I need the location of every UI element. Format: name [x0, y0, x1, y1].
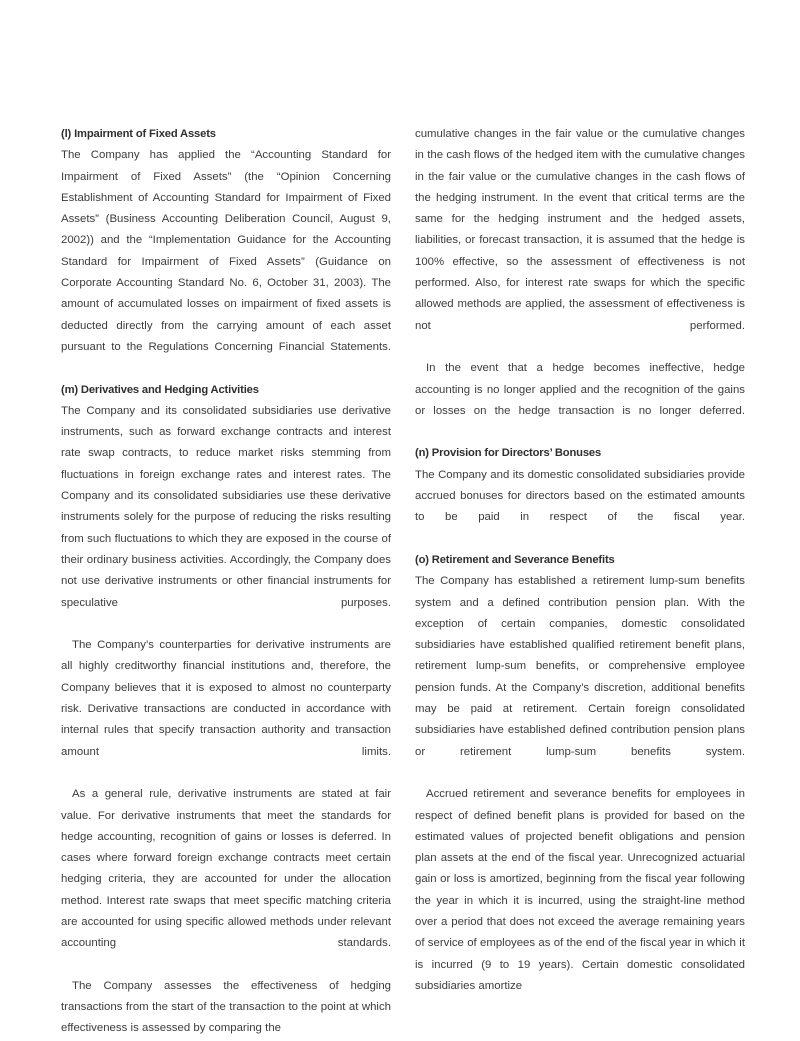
section-heading-retirement-and-severance-benefits: (o) Retirement and Severance Benefits — [415, 553, 615, 566]
paragraph-impairment-of-fixed-assets: The Company has applied the “Accounting Standard for Impairment of Fixed Assets” (the “Opinion Concerning Establishment of Accounting Standard for Impairment of Fixed Assets” (Business Accounting Deliberation Council, August 9, 2002)) and the “Implementation Guidance for the Accounting Standard for Impairment of Fixed Assets” (Guidance on Corporate Accounting Standard No. 6, October 31, 2003). The amount of accumulated losses on impairment of fixed assets is deducted directly from the carrying amount of each asset pursuant to the Regulations Concerning Financial Statements. — [61, 149, 391, 353]
paragraph-retirement-plans-overview: The Company has established a retirement lump-sum benefits system and a defined contribution pension plan. With the exception of certain companies, domestic consolidated subsidiaries have established qualified retirement benefit plans, retirement lump-sum benefits, or comprehensive employee pension funds. At the Company’s discretion, additional benefits may be paid at retirement. Certain foreign consolidated subsidiaries have established defined contribution pension plans or retirement lump-sum benefits system. — [415, 575, 745, 758]
paragraph-directors-bonuses: The Company and its domestic consolidated subsidiaries provide accrued bonuses for directors based on the estimated amounts to be paid in respect of the fiscal year. — [415, 468, 745, 524]
paragraph-accrued-retirement-benefits: Accrued retirement and severance benefits for employees in respect of defined benefit plans is provided for based on the estimated values of projected benefit obligations and pension plan assets at the end of the fiscal year. Unrecognized actuarial gain or loss is amortized, beginning from the fiscal year following the year in which it is incurred, using the straight-line method over a period that does not exceed the average remaining years of service of employees as of the end of the fiscal year in which it is incurred (9 to 19 years). Certain domestic consolidated subsidiaries amortize — [415, 788, 745, 992]
paragraph-derivatives-overview: The Company and its consolidated subsidiaries use derivative instruments, such as forward exchange contracts and interest rate swap contracts, to reduce market risks stemming from fluctuations in foreign exchange rates and interest rates. The Company and its consolidated subsidiaries use these derivative instruments solely for the purpose of reducing the risks resulting from such fluctuations to which they are exposed in the course of their ordinary business activities. Accordingly, the Company does not use derivative instruments or other financial instruments for speculative purposes. — [61, 404, 391, 609]
section-heading-derivatives-and-hedging-activities: (m) Derivatives and Hedging Activities — [61, 383, 259, 396]
paragraph-fair-value-general-rule: As a general rule, derivative instruments are stated at fair value. For derivative instruments that meet the standards for hedge accounting, recognition of gains or losses is deferred. In cases where forward foreign exchange contracts meet certain hedging criteria, they are accounted for under the allocation method. Interest rate swaps that meet specific matching criteria are accounted for using specific allowed methods under relevant accounting standards. — [61, 788, 391, 950]
paragraph-ineffective-hedge: In the event that a hedge becomes ineffective, hedge accounting is no longer applied and the recognition of the gains or losses on the hedge transaction is no longer deferred. — [415, 362, 745, 417]
two-column-body — [61, 124, 745, 1040]
section-heading-impairment-of-fixed-assets: (l) Impairment of Fixed Assets — [61, 128, 216, 140]
right-column — [415, 124, 745, 997]
paragraph-counterparties: The Company’s counterparties for derivative instruments are all highly creditworthy financial institutions and, therefore, the Company believes that it is exposed to almost no counterparty risk. Derivative transactions are conducted in accordance with internal rules that specify transaction authority and transaction amount limits. — [61, 639, 391, 758]
section-heading-provision-for-directors-bonuses: (n) Provision for Directors’ Bonuses — [415, 447, 602, 460]
paragraph-hedge-effectiveness-continued: cumulative changes in the fair value or the cumulative changes in the cash flows of the hedged item with the cumulative changes in the fair value or the cumulative changes in the cash flows of the hedging instrument. In the event that critical terms are the same for the hedging instrument and the hedged assets, liabilities, or forecast transaction, it is assumed that the hedge is 100% effective, so the assessment of effectiveness is not performed. Also, for interest rate swaps for which the specific allowed methods are applied, the assessment of effectiveness is not performed. — [415, 128, 745, 332]
left-column — [61, 124, 391, 1040]
paragraph-hedge-effectiveness-start: The Company assesses the effectiveness of hedging transactions from the start of the transaction to the point at which effectiveness is assessed by comparing the — [61, 979, 391, 1035]
